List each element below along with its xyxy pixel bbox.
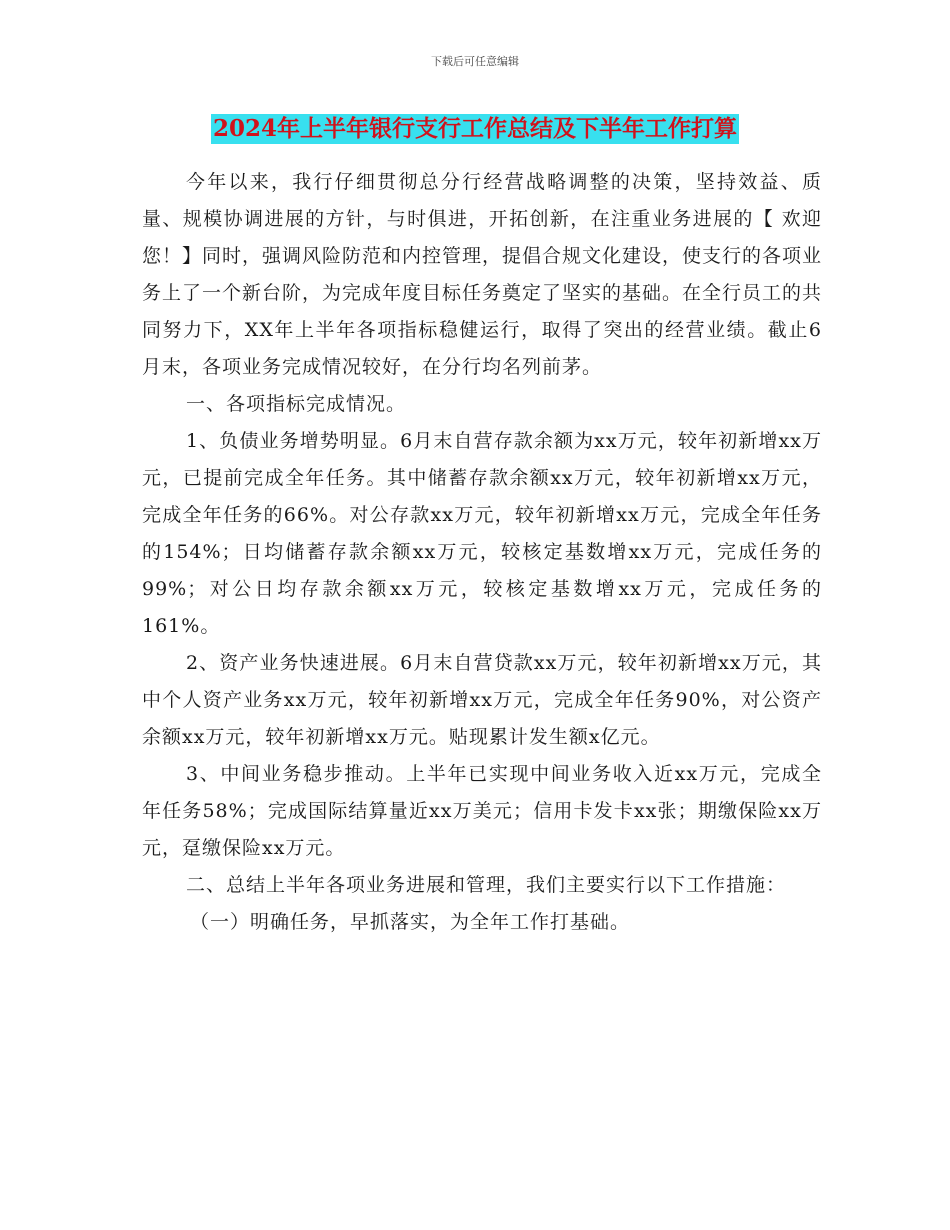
title-container	[0, 114, 950, 144]
section-heading-1: 一、各项指标完成情况。	[186, 393, 407, 415]
page-header-note: 下载后可任意编辑	[431, 55, 519, 68]
document-title: 2024年上半年银行支行工作总结及下半年工作打算	[212, 115, 737, 142]
subsection-heading-1: （一）明确任务，早抓落实，为全年工作打基础。	[190, 911, 631, 933]
paragraph-assets: 2、资产业务快速进展。6月末自营贷款xx万元，较年初新增xx万元，其中个人资产业务xx万元，较年初新增xx万元，完成全年任务90%，对公资产余额xx万元，较年初新增xx万元。贴现累计发生额x亿元。	[142, 652, 822, 748]
document-body	[142, 164, 822, 941]
paragraph-intermediary: 3、中间业务稳步推动。上半年已实现中间业务收入近xx万元，完成全年任务58%；完成国际结算量近xx万美元；信用卡发卡xx张；期缴保险xx万元，趸缴保险xx万元。	[142, 763, 822, 859]
paragraph-liabilities: 1、负债业务增势明显。6月末自营存款余额为xx万元，较年初新增xx万元，已提前完成全年任务。其中储蓄存款余额xx万元，较年初新增xx万元，完成全年任务的66%。对公存款xx万元，较年初新增xx万元，完成全年任务的154%；日均储蓄存款余额xx万元，较核定基数增xx万元，完成任务的99%；对公日均存款余额xx万元，较核定基数增xx万元，完成任务的161%。	[142, 430, 822, 637]
section-heading-2: 二、总结上半年各项业务进展和管理，我们主要实行以下工作措施：	[186, 874, 787, 896]
paragraph-intro: 今年以来，我行仔细贯彻总分行经营战略调整的决策，坚持效益、质量、规模协调进展的方针，与时俱进，开拓创新，在注重业务进展的【 欢迎您！】同时，强调风险防范和内控管理，提倡合规文化建设，使支行的各项业务上了一个新台阶，为完成年度目标任务奠定了坚实的基础。在全行员工的共同努力下，XX年上半年各项指标稳健运行，取得了突出的经营业绩。截止6月末，各项业务完成情况较好，在分行均名列前茅。	[142, 171, 823, 378]
